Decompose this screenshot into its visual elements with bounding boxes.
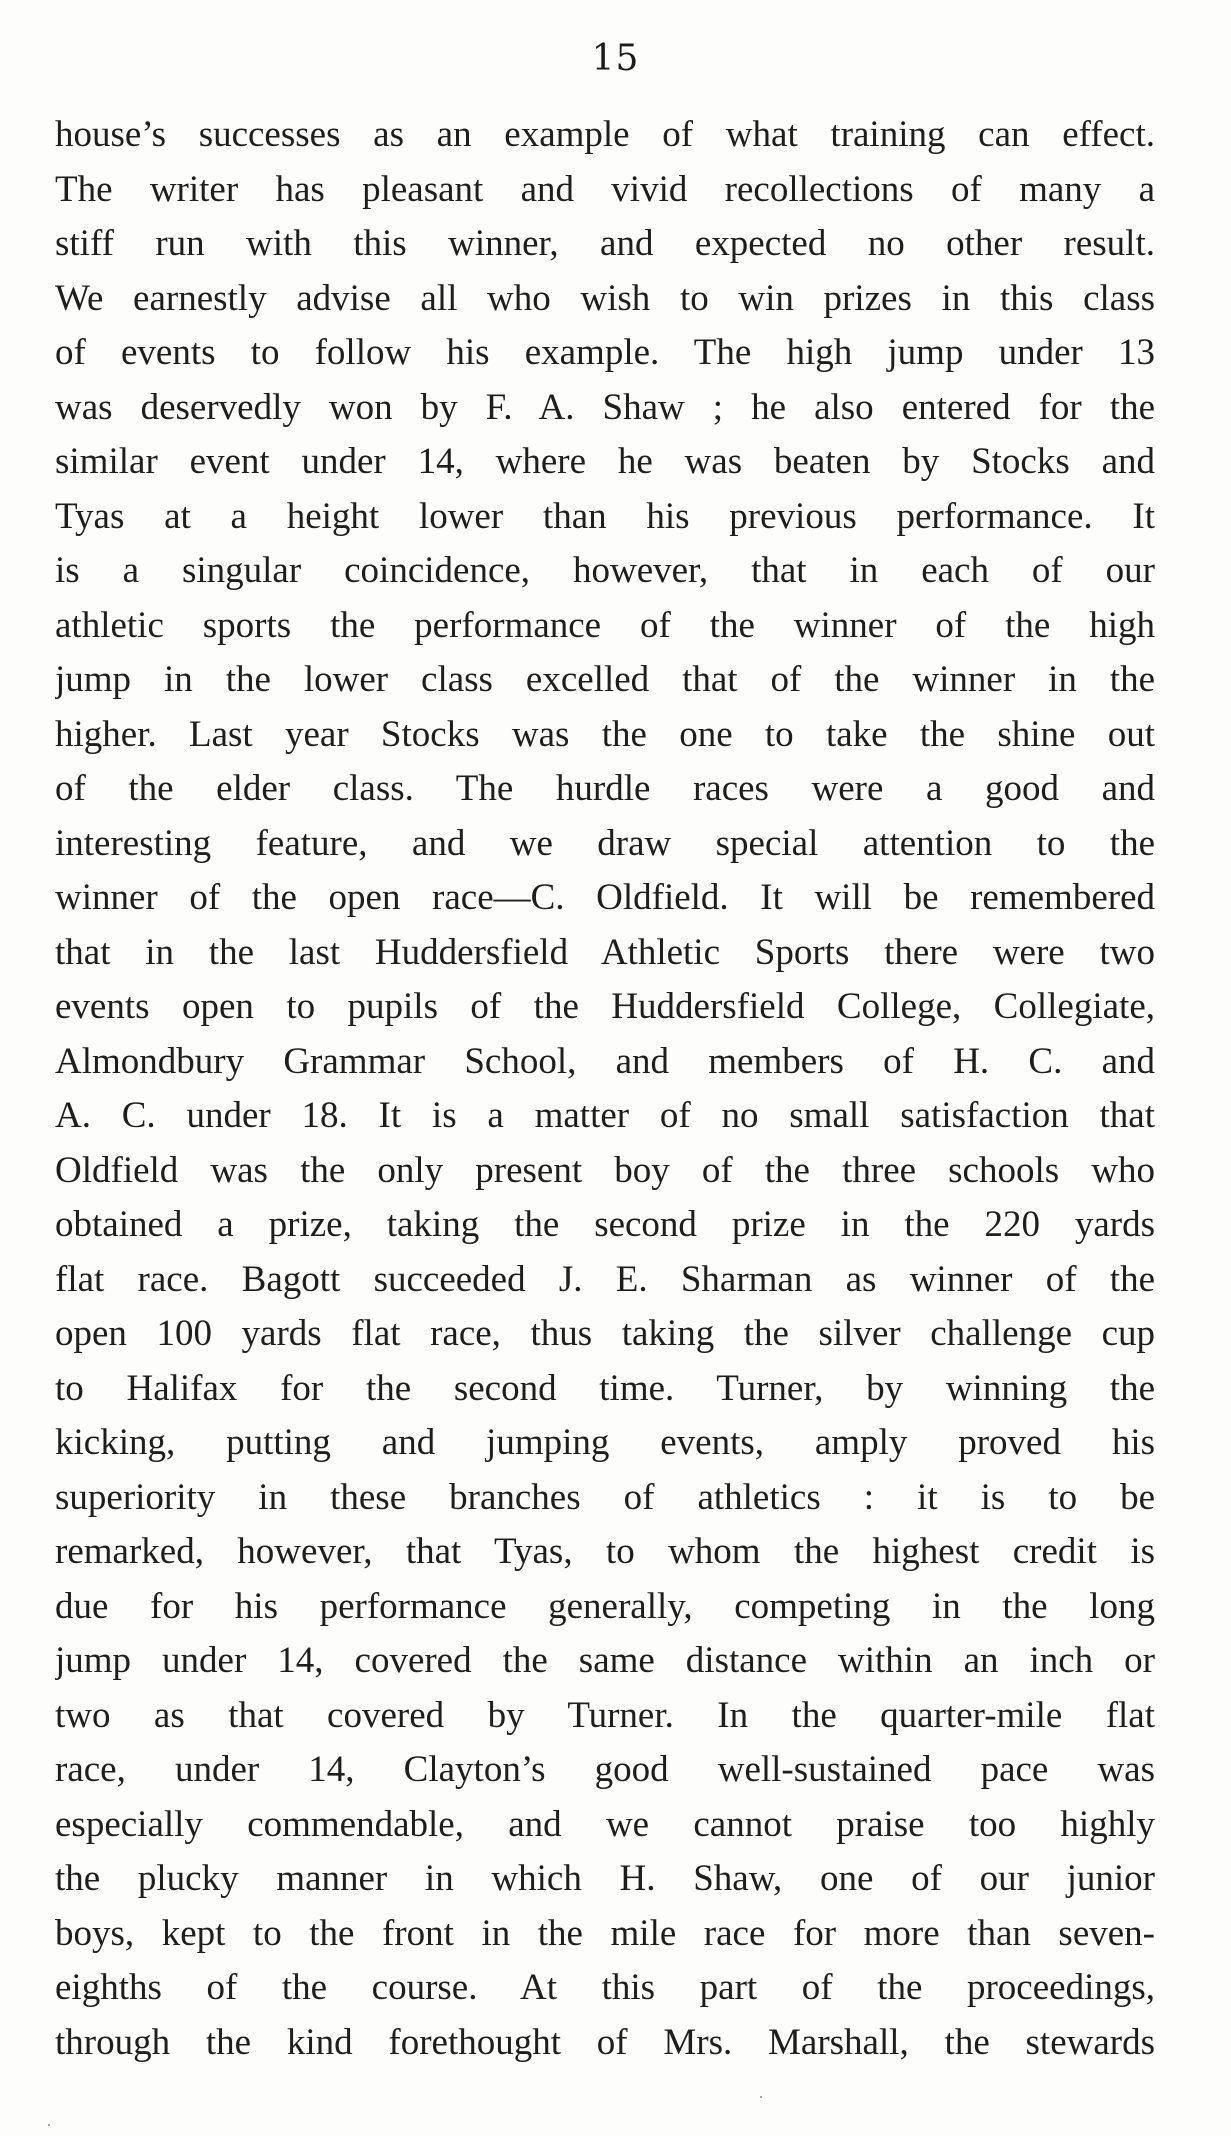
text-line: jump under 14, covered the same distance within an inch or (55, 1640, 1155, 1681)
text-line: eighths of the course. At this part of the proceedings, (55, 1967, 1155, 2008)
text-line: of the elder class. The hurdle races were a good and (55, 768, 1155, 809)
text-line: Tyas at a height lower than his previous performance. It (55, 495, 1155, 537)
text-line: boys, kept to the front in the mile race for more than seven- (55, 1912, 1155, 1954)
text-line: of events to follow his example. The high jump under 13 (55, 332, 1155, 373)
text-line: Almondbury Grammar School, and members of H. C. and (55, 1040, 1155, 1082)
text-line: to Halifax for the second time. Turner, by winning the (55, 1367, 1155, 1409)
text-line: was deservedly won by F. A. Shaw ; he also entered for the (55, 386, 1155, 428)
text-line: higher. Last year Stocks was the one to take the shine out (55, 713, 1155, 755)
text-line: stiff run with this winner, and expected no other result. (55, 223, 1155, 264)
text-line: the plucky manner in which H. Shaw, one of our junior (55, 1858, 1155, 1899)
text-line: race, under 14, Clayton’s good well-sustained pace was (55, 1749, 1155, 1790)
text-line: similar event under 14, where he was beaten by Stocks and (55, 441, 1155, 482)
text-line: We earnestly advise all who wish to win prizes in this class (55, 277, 1155, 319)
text-line: remarked, however, that Tyas, to whom the highest credit is (55, 1531, 1155, 1572)
text-line: open 100 yards flat race, thus taking the silver challenge cup (55, 1313, 1155, 1354)
text-line: due for his performance generally, competing in the long (55, 1585, 1155, 1627)
text-line: through the kind forethought of Mrs. Marshall, the stewards (55, 2021, 1155, 2063)
paper-speck (760, 2096, 762, 2098)
body-text (55, 108, 1155, 2070)
text-line: Oldfield was the only present boy of the three schools who (55, 1149, 1155, 1191)
text-line: obtained a prize, taking the second prize in the 220 yards (55, 1204, 1155, 1245)
text-line: flat race. Bagott succeeded J. E. Sharman as winner of the (55, 1258, 1155, 1300)
text-line: interesting feature, and we draw special attention to the (55, 822, 1155, 864)
text-line: events open to pupils of the Huddersfield College, Collegiate, (55, 986, 1155, 1027)
text-line: jump in the lower class excelled that of the winner in the (55, 659, 1155, 700)
text-line: A. C. under 18. It is a matter of no small satisfaction that (55, 1095, 1155, 1136)
text-line: house’s successes as an example of what training can effect. (55, 114, 1155, 155)
text-line: The writer has pleasant and vivid recollections of many a (55, 168, 1155, 210)
page-number: 15 (591, 38, 640, 79)
text-line: especially commendable, and we cannot praise too highly (55, 1803, 1155, 1845)
text-line: that in the last Huddersfield Athletic Sports there were two (55, 931, 1155, 973)
text-line: athletic sports the performance of the winner of the high (55, 604, 1155, 646)
paper-speck (48, 2124, 50, 2126)
text-line: two as that covered by Turner. In the quarter-mile flat (55, 1694, 1155, 1736)
text-line: winner of the open race—C. Oldfield. It will be remembered (55, 877, 1155, 918)
text-line: is a singular coincidence, however, that in each of our (55, 550, 1155, 591)
text-line: kicking, putting and jumping events, amply proved his (55, 1422, 1155, 1463)
text-line: superiority in these branches of athletics : it is to be (55, 1476, 1155, 1518)
